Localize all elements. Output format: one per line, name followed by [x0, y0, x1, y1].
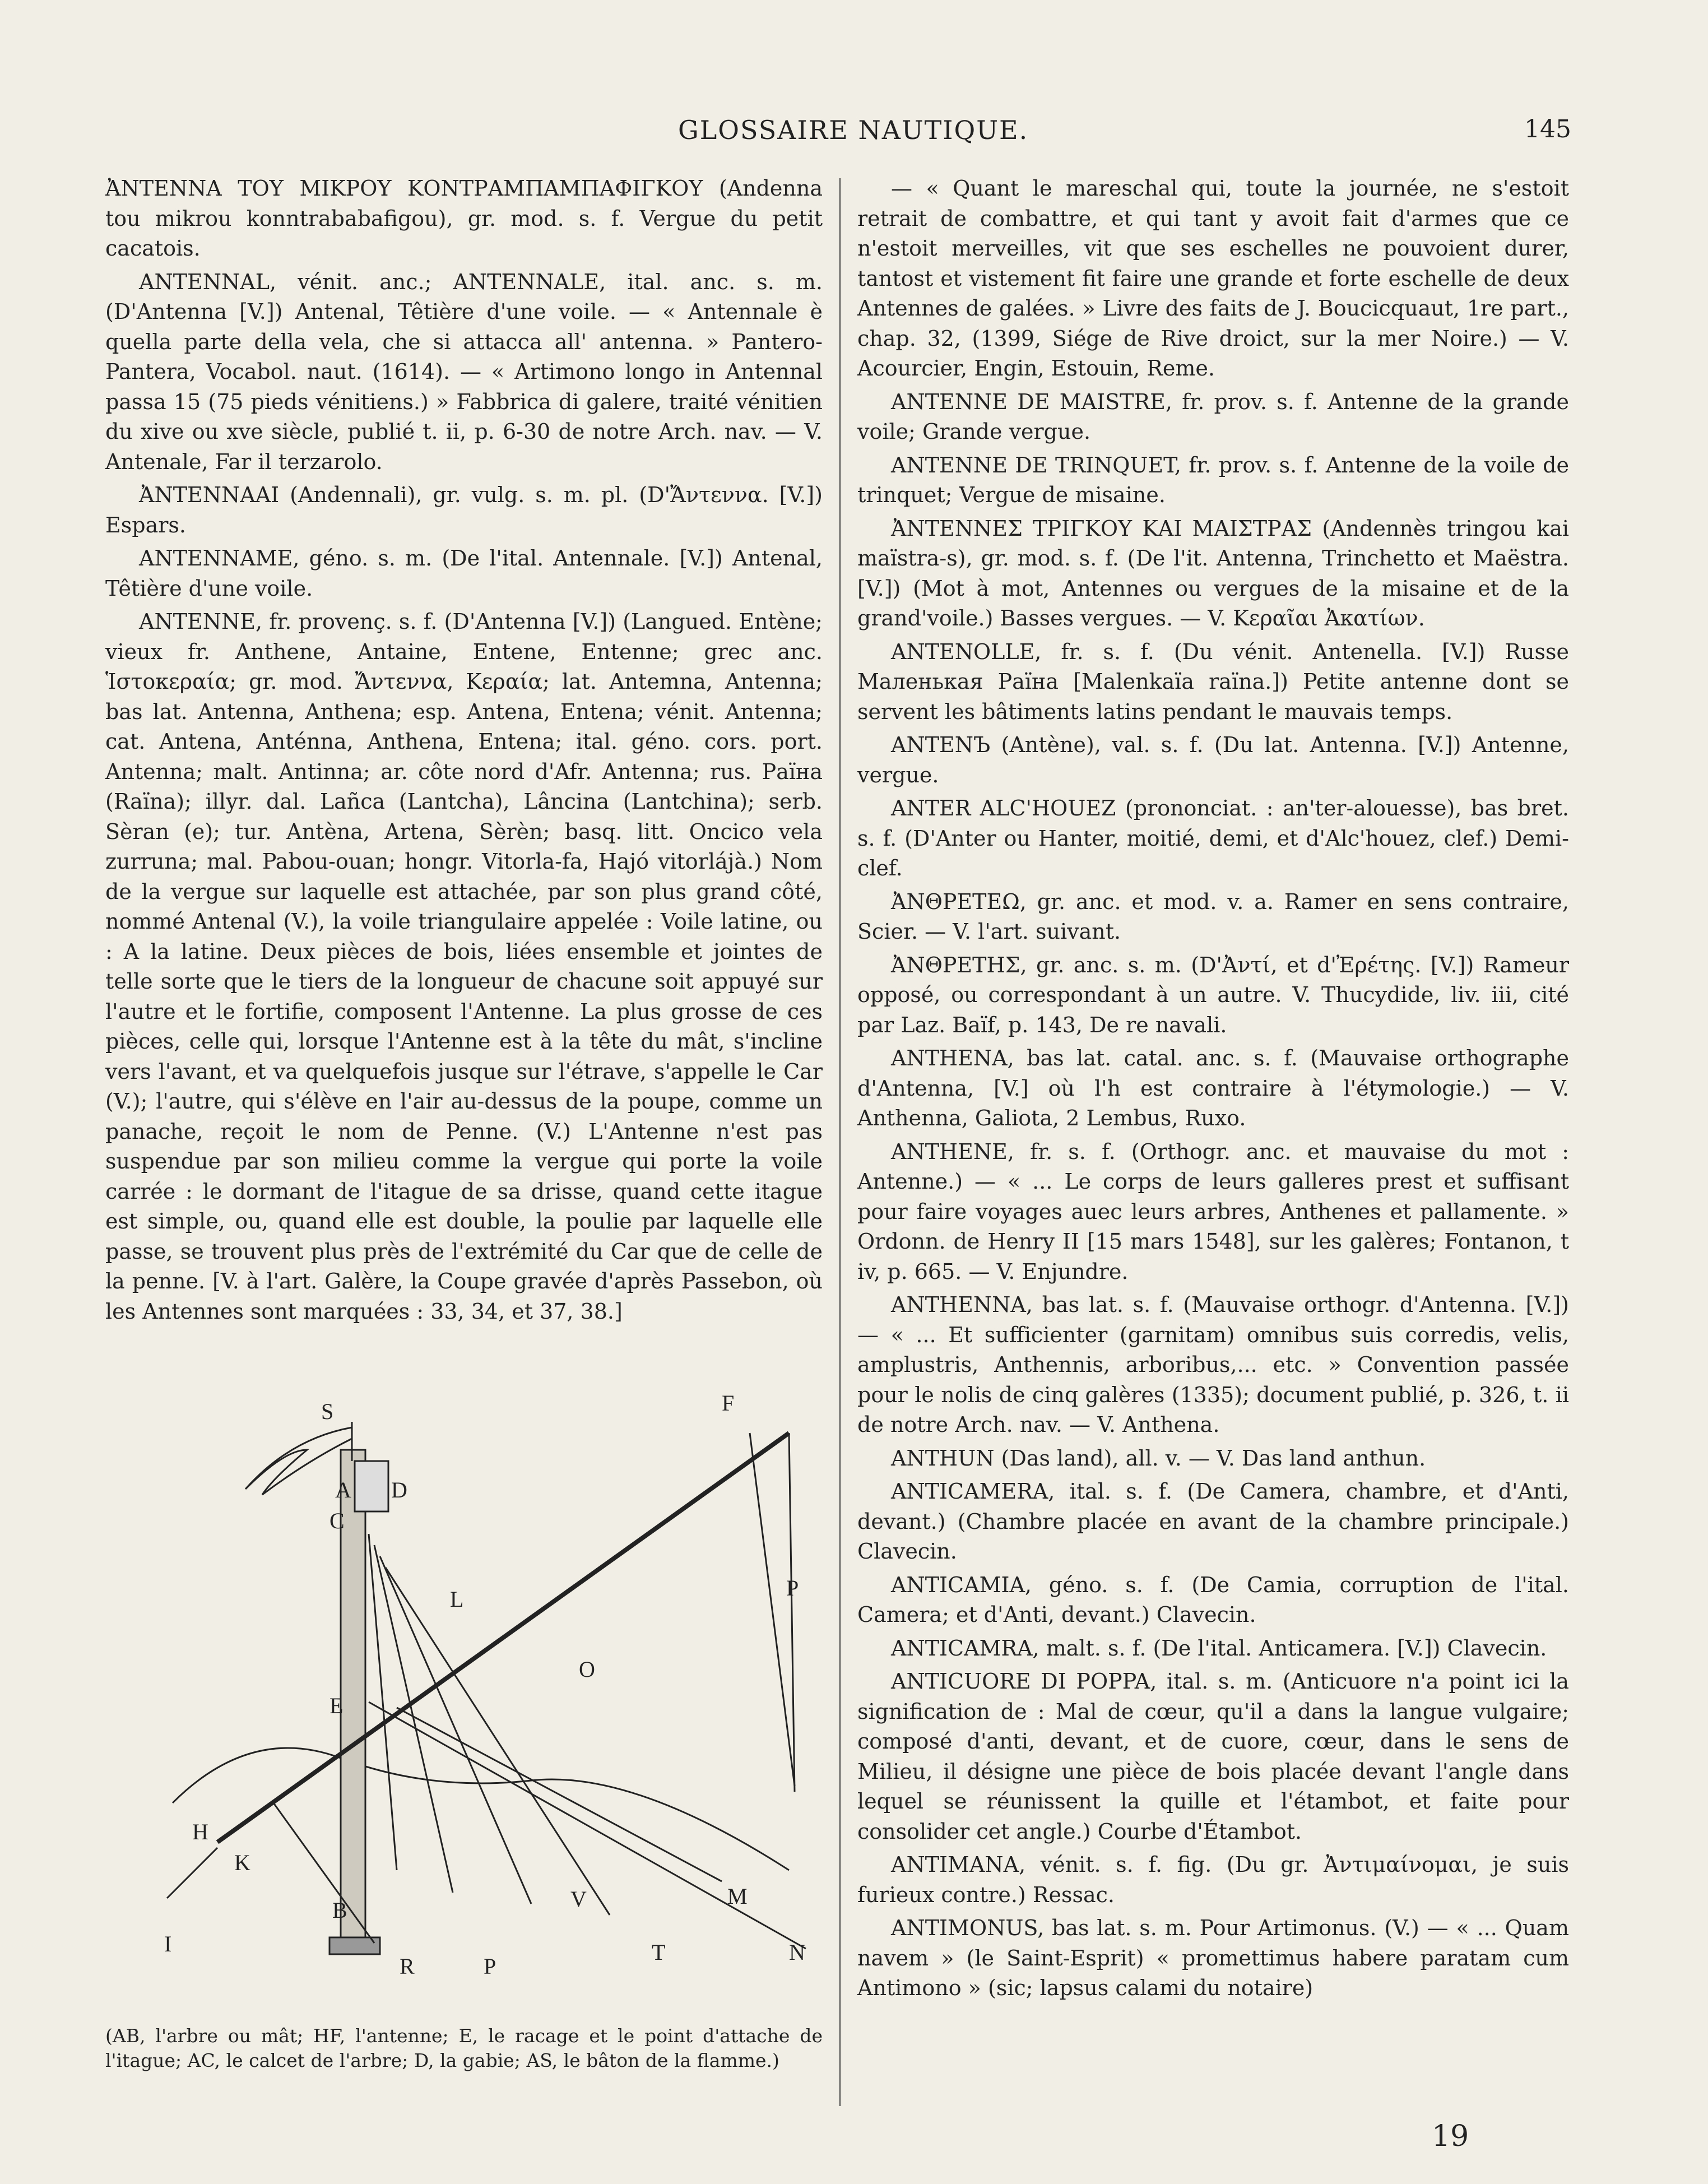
label-D: D	[391, 1477, 407, 1503]
entry-antenne-de-maistre: ANTENNE DE MAISTRE, fr. prov. s. f. Antenne de la grande voile; Grande vergue.	[857, 389, 1569, 444]
entry-anthun: ANTHUN (Das land), all. v. — V. Das land anthun.	[891, 1445, 1426, 1471]
entry-anthreteo: ἈΝΘΡΕΤΕΩ, gr. anc. et mod. v. a. Ramer en sens contraire, Scier. — V. l'art. suivant.	[857, 889, 1569, 944]
entry-quotation-boucicquaut: — « Quant le mareschal qui, toute la journée, ne s'estoit retrait de combattre, et qui tant y avoit fait d'armes que ce n'estoit merveilles, vit que ses eschelles ne pouvoient durer, tantost et vistement fit faire une grande et forte eschelle de deux Antennes de galées. » Livre des faits de J. Boucicquaut, 1re part., chap. 32, (1399, Siége de Rive droict, sur la mer Noire.) — V. Acourcier, Engin, Estouin, Reme.	[857, 176, 1569, 381]
label-P: P	[786, 1575, 799, 1601]
entry-anthena: ANTHENA, bas lat. catal. anc. s. f. (Mauvaise orthographe d'Antenna, [V.] où l'h est contraire à l'étymologie.) — V. Anthenna, Galiota, 2 Lembus, Ruxo.	[857, 1046, 1569, 1130]
sail-line-1	[750, 1433, 795, 1786]
entry-antenne: ANTENNE, fr. provenç. s. f. (D'Antenna [V.]) (Langued. Entène; vieux fr. Anthene, Antaine, Entene, Entenne; grec anc. Ἱστοκεραία; gr. mod. Ἄντεννα, Κεραία; lat. Antemna, Antenna; bas lat. Antenna, Anthena; esp. Antena, Entena; vénit. Antenna; cat. Antena, Anténna, Anthena, Entena; ital. géno. cors. port. Antenna; malt. Antinna; ar. côte nord d'Afr. Antenna; rus. Раïна (Raïna); illyr. dal. Lañca (Lantcha), Lâncina (Lantchina); serb. Sèran (e); tur. Antèna, Artena, Sèrèn; basq. litt. Oncico vela zurruna; mal. Pabou-ouan; hongr. Vitorla-fa, Hajó vitorlájà.) Nom de la vergue sur laquelle est attachée, par son plus grand côté, nommé Antenal (V.), la voile triangulaire appelée : Voile latine, ou : A la latine. Deux pièces de bois, liées ensemble et jointes de telle sorte que le tiers de la longueur de chacune soit appuyé sur l'autre et le fortifie, composent l'Antenne. La plus grosse de ces pièces, celle qui, lorsque l'Antenne est à la tête du mât, s'incline vers l'avant, et va quelquefois jusque sur l'étrave, s'appelle le Car (V.); l'autre, qui s'élève en l'air au-dessus de la poupe, comme un panache, reçoit le nom de Penne. (V.) L'Antenne n'est pas suspendue par son milieu comme la vergue qui porte la voile carrée : le dormant de l'itague de sa drisse, quand cette itague est simple, ou, quand elle est double, la poulie par laquelle elle passe, se trouvent plus près de l'extrémité du Car que de celle de la penne. [V. à l'art. Galère, la Coupe gravée d'après Passebon, où les Antennes sont marquées : 33, 34, et 37, 38.]	[105, 609, 823, 1324]
entry-antenolle: ANTENOLLE, fr. s. f. (Du vénit. Antenella. [V.]) Russe Маленькая Раïна [Malenkaïa raïna.]) Petite antenne dont se servent les bâtiments latins pendant le mauvais temps.	[857, 639, 1569, 724]
gabie-shape	[355, 1461, 388, 1511]
label-E: E	[329, 1693, 344, 1718]
entry-anticamra: ANTICAMRA, malt. s. f. (De l'ital. Anticamera. [V.]) Clavecin.	[891, 1635, 1547, 1661]
page-number: 145	[1524, 115, 1571, 143]
entry-antennaai: ἈΝΤΕΝΝΑΑΙ (Andennali), gr. vulg. s. m. pl. (D'Ἄντεννα. [V.]) Espars.	[105, 483, 823, 537]
signature-mark: 19	[1432, 2120, 1469, 2153]
entry-antenname: ANTENNAME, géno. s. m. (De l'ital. Antennale. [V.]) Antenal, Têtière d'une voile.	[105, 546, 823, 601]
figure-caption: (AB, l'arbre ou mât; HF, l'antenne; E, le racage et le point d'attache de l'itague; AC, le calcet de l'arbre; D, la gabie; AS, le bâton de la flamme.)	[105, 2025, 823, 2071]
label-M: M	[727, 1884, 748, 1909]
label-V: V	[570, 1886, 587, 1912]
label-O: O	[579, 1657, 595, 1682]
label-C: C	[329, 1508, 345, 1533]
antenna-yard-shape	[217, 1433, 789, 1842]
entry-anthene: ANTHENE, fr. s. f. (Orthogr. anc. et mauvaise du mot : Antenne.) — « ... Le corps de leurs galleres prest et suffisant pour faire voyages auec leurs arbres, Anthenes et pallamente. » Ordonn. de Henry II [15 mars 1548], sur les galères; Fontanon, t iv, p. 665. — V. Enjundre.	[857, 1139, 1569, 1284]
label-F: F	[722, 1390, 735, 1416]
entry-anthenna: ANTHENNA, bas lat. s. f. (Mauvaise orthogr. d'Antenna. [V.]) — « ... Et sufficienter (garnitam) omnibus suis corredis, velis, amplustris, Anthennis, arboribus,... etc. » Convention passée pour le nolis de cinq galères (1335); document publié, p. 326, t. ii de notre Arch. nav. — V. Anthena.	[857, 1292, 1569, 1437]
label-S: S	[321, 1399, 334, 1424]
label-R: R	[400, 1954, 415, 1979]
label-T: T	[652, 1940, 666, 1965]
entry-anter-alchouez: ANTER ALC'HOUEZ (prononciat. : an'ter-alouesse), bas bret. s. f. (D'Anter ou Hanter, moitié, demi, et d'Alc'houez, clef.) Demi-clef.	[857, 796, 1569, 880]
entry-anticuore-di-poppa: ANTICUORE DI POPPA, ital. s. m. (Anticuore n'a point ici la signification de : Mal de cœur, qu'il a dans la langue vulgaire; composé d'anti, devant, et de cuore, cœur, dans le sens de Milieu, il désigne une pièce de bois placée devant l'angle dans lequel se réunissent la quille et l'étambot, et faite pour consolider cet angle.) Courbe d'Étambot.	[857, 1669, 1569, 1844]
entry-anthretes: ἈΝΘΡΕΤΗΣ, gr. anc. s. m. (D'Ἀντί, et d'Ἐρέτης. [V.]) Rameur opposé, ou correspondant à un autre. V. Thucydide, liv. iii, cité par Laz. Baïf, p. 143, De re navali.	[857, 952, 1569, 1037]
label-K: K	[234, 1850, 250, 1875]
label-H: H	[192, 1819, 208, 1844]
rigging-5	[369, 1702, 806, 1949]
running-head: GLOSSAIRE NAUTIQUE.	[678, 115, 1029, 145]
sail-line-2	[789, 1433, 795, 1792]
entry-antennes-tringou: ἈΝΤΕΝΝΕΣ ΤΡΙΓΚΟΥ ΚΑΙ ΜΑΙΣΤΡΑΣ (Andennès tringou kai maïstra-s), gr. mod. s. f. (De l'it. Antenna, Trinchetto et Maëstra. [V.]) (Mot à mot, Antennes ou vergues de la misaine et de la grand'voile.) Basses vergues. — V. Κεραῖαι Ἀκατίων.	[857, 516, 1569, 630]
label-A: A	[335, 1477, 351, 1503]
label-B: B	[332, 1898, 347, 1923]
entry-antenne-de-trinquet: ANTENNE DE TRINQUET, fr. prov. s. f. Antenne de la voile de trinquet; Vergue de misaine.	[857, 452, 1569, 507]
column-divider	[839, 178, 841, 2106]
label-I: I	[164, 1931, 172, 1956]
left-column	[105, 174, 823, 2073]
rigging-8	[397, 1708, 722, 1881]
rigging-7	[167, 1848, 217, 1898]
label-L: L	[450, 1587, 464, 1612]
entry-anticamera: ANTICAMERA, ital. s. f. (De Camera, chambre, et d'Anti, devant.) (Chambre placée en avant de la chambre principale.) Clavecin.	[857, 1479, 1569, 1564]
entry-antennal: ANTENNAL, vénit. anc.; ANTENNALE, ital. anc. s. m. (D'Antenna [V.]) Antenal, Têtière d'une voile. — « Antennale è quella parte della vela, che si attacca all' antenna. » Pantero-Pantera, Vocabol. naut. (1614). — « Artimono longo in Antennal passa 15 (75 pieds vénitiens.) » Fabbrica di galere, traité vénitien du xive ou xve siècle, publié t. ii, p. 6-30 de notre Arch. nav. — V. Antenale, Far il terzarolo.	[105, 269, 823, 474]
entry-antimana: ANTIMANA, vénit. s. f. fig. (Du gr. Ἀντιμαίνομαι, je suis furieux contre.) Ressac.	[857, 1852, 1569, 1907]
entry-anticamia: ANTICAMIA, géno. s. f. (De Camia, corruption de l'ital. Camera; et d'Anti, devant.) Clavecin.	[857, 1572, 1569, 1627]
mast-illustration	[105, 1366, 823, 2016]
mast-engraving-figure	[105, 1366, 823, 2016]
right-column	[857, 174, 1569, 2007]
label-P2: P	[484, 1954, 496, 1979]
label-N: N	[789, 1940, 805, 1965]
entry-antenna-tou-mikrou: ἈΝΤΕΝΝΑ ΤΟΥ ΜΙΚΡΟΥ ΚΟΝΤΡΑΜΠΑΜΠΑΦΙΓΚΟΥ (Andenna tou mikrou konntrababafigou), gr. mod. s. f. Vergue du petit cacatois.	[105, 176, 823, 261]
entry-antene-val: ANTENЪ (Antène), val. s. f. (Du lat. Antenna. [V.]) Antenne, vergue.	[857, 732, 1569, 787]
entry-antimonus: ANTIMONUS, bas lat. s. m. Pour Artimonus. (V.) — « ... Quam navem » (le Saint-Esprit) « promettimus habere paratam cum Antimono » (sic; lapsus calami du notaire)	[857, 1916, 1569, 2000]
